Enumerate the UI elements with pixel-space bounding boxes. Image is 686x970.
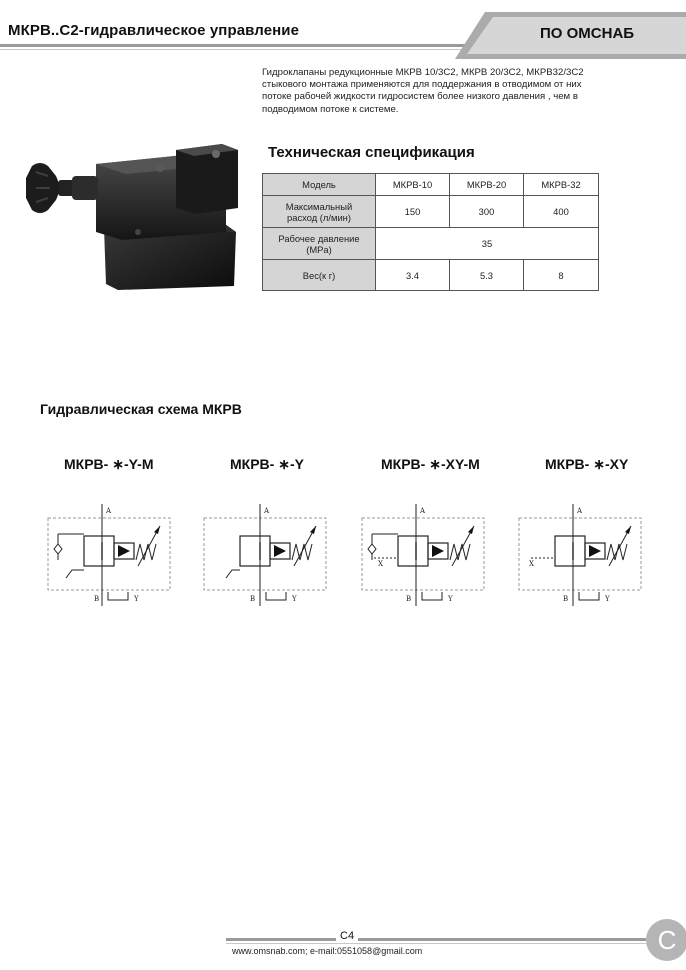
spec-cell: 400	[524, 196, 599, 228]
spec-cell: 150	[376, 196, 450, 228]
port-a-label: A	[420, 507, 426, 515]
port-y-label: Y	[605, 595, 610, 603]
scheme-label: МКРВ- ∗-XY	[545, 456, 629, 472]
spec-label-flow	[263, 196, 376, 228]
port-b-label: B	[406, 595, 412, 603]
port-y-label: Y	[292, 595, 297, 603]
valve-photo	[26, 136, 252, 290]
table-row	[263, 196, 599, 228]
table-row	[263, 174, 599, 196]
section-letter: C	[657, 925, 677, 955]
header-rule-thin	[0, 49, 470, 50]
table-row	[263, 260, 599, 291]
page-title: МКРВ..С2-гидравлическое управление	[8, 22, 300, 39]
spec-title: Техническая спецификация	[268, 144, 475, 161]
scheme-diagram-xy-m	[360, 500, 488, 610]
spec-label-line: расход (л/мин)	[287, 211, 351, 223]
scheme-diagram-y	[202, 500, 330, 610]
port-y-label: Y	[448, 595, 453, 603]
scheme-diagram-xy	[517, 500, 645, 610]
intro-line: подводимом потоке к системе.	[262, 103, 399, 115]
scheme-label: МКРВ- ∗-XY-M	[381, 456, 480, 472]
spec-label-line: Рабочее давление	[278, 232, 360, 244]
company-name: ПО ОМСНАБ	[540, 25, 635, 42]
spec-header-model-10: МКРВ-10	[376, 174, 450, 196]
port-b-label: B	[94, 595, 100, 603]
spec-cell: 300	[450, 196, 524, 228]
footer-rule	[226, 938, 646, 941]
spec-header-model: Модель	[263, 174, 376, 196]
scheme-label: МКРВ- ∗-Y	[230, 456, 304, 472]
footer-rule-thin	[226, 943, 646, 944]
port-a-label: A	[577, 507, 583, 515]
page-number: C4	[336, 930, 358, 942]
spec-cell: 5.3	[450, 260, 524, 291]
spec-label-weight: Вес(к г)	[263, 260, 376, 291]
intro-line: потоке рабочей жидкости гидросистем более низкого давления , чем в	[262, 91, 578, 103]
port-a-label: A	[264, 507, 270, 515]
scheme-diagram-y-m	[44, 500, 172, 610]
spec-label-pressure	[263, 228, 376, 260]
spec-table	[262, 173, 599, 291]
port-b-label: B	[250, 595, 256, 603]
spec-label-line: Максимальный	[285, 200, 353, 212]
scheme-title: Гидравлическая схема МКРВ	[40, 401, 242, 417]
table-row	[263, 228, 599, 260]
port-x-label: X	[529, 560, 534, 568]
port-y-label: Y	[134, 595, 139, 603]
spec-cell: 3.4	[376, 260, 450, 291]
scheme-label: МКРВ- ∗-Y-M	[64, 456, 154, 472]
spec-cell: 8	[524, 260, 599, 291]
spec-header-model-20: МКРВ-20	[450, 174, 524, 196]
header-rule	[0, 44, 470, 47]
footer-contact: www.omsnab.com; e-mail:0551058@gmail.com	[232, 946, 423, 956]
spec-label-line: (MPa)	[306, 243, 332, 255]
intro-line: стыкового монтажа применяются для поддержания в отводимом от них	[262, 79, 582, 91]
section-badge	[645, 918, 686, 962]
spec-header-model-32: МКРВ-32	[524, 174, 599, 196]
port-x-label: X	[378, 560, 383, 568]
spec-cell: 35	[376, 228, 599, 260]
intro-line: Гидроклапаны редукционные МКРВ 10/3С2, МКРВ 20/3С2, МКРВ32/3С2	[262, 67, 584, 78]
port-b-label: B	[563, 595, 569, 603]
port-a-label: A	[106, 507, 112, 515]
intro-text	[262, 67, 662, 116]
